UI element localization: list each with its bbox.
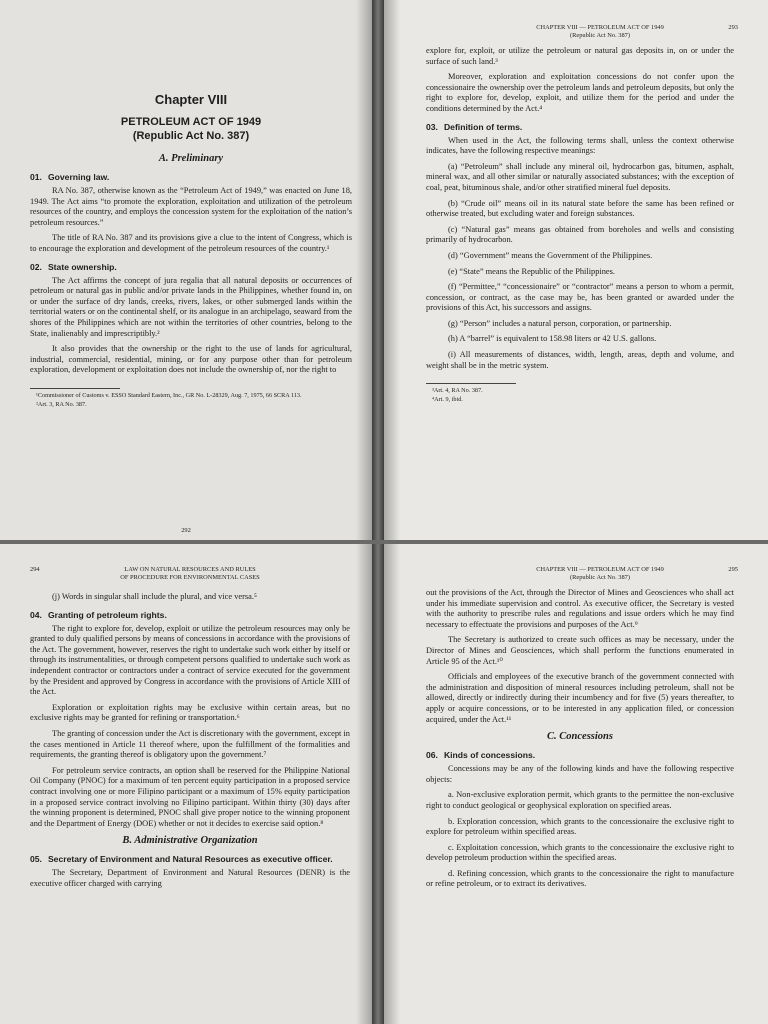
paragraph: When used in the Act, the following terms shall, unless the context otherwise indicates, have the following respective meanings: (426, 135, 734, 156)
running-head-line2: OF PROCEDURE FOR ENVIRONMENTAL CASES (120, 574, 260, 581)
definition-item: (d) “Government” means the Government of the Philippines. (448, 250, 653, 260)
paragraph: The title of RA No. 387 and its provisions give a clue to the intent of Congress, which is to encourage the exploration and development of the petroleum resources of the country.¹ (30, 233, 352, 253)
paragraph: RA No. 387, otherwise known as the “Petroleum Act of 1949,” was enacted on June 18, 1949. The Act aims “to promote the exploration, exploitation and utilization of the petroleum resources of the country, and employs the concession system for the exploitation of the nation’s petroleum resources.” (30, 186, 352, 227)
act-title-line2: (Republic Act No. 387) (132, 130, 250, 142)
act-title-line1: PETROLEUM ACT OF 1949 (120, 116, 262, 128)
definition-item: (i) All measurements of distances, width, length, areas, depth and volume, and weight shall be in the metric system. (426, 350, 734, 370)
act-title (30, 115, 352, 143)
section-03-heading (426, 122, 734, 132)
section-title: Governing law. (47, 172, 110, 182)
running-head (466, 24, 738, 40)
paragraph: out the provisions of the Act, through the Director of Mines and Geosciences who shall act under his immediate supervision and control. As executive officer, the Secretary is vested with the authority to prescribe rules and regulations and issue orders which he may find necessary to effectuate the provisions and purposes of the Act.⁹ (426, 588, 734, 629)
paragraph: The right to explore for, develop, exploit or utilize the petroleum resources may only be granted to duly qualified persons by means of concessions in accordance with the provisions of the Act. The government, however, reserves the right to undertake such work either by itself or through its instrumentalities, or through competent persons qualified to undertake such work as independent contractor or contractors under a contract of service executed for the government by the President and approved by Congress in accordance with the provisions of Article XIII of the Act. (30, 623, 350, 697)
section-number: 02. (30, 261, 42, 272)
section-title: Granting of petroleum rights. (47, 609, 167, 620)
page-293 (384, 0, 768, 540)
running-head (466, 566, 738, 582)
section-title: Kinds of concessions. (443, 750, 536, 761)
part-a-heading: A. Preliminary (158, 153, 224, 164)
section-title: Definition of terms. (443, 121, 523, 132)
running-head-line1: LAW ON NATURAL RESOURCES AND RULES (124, 566, 256, 573)
paragraph: The Secretary is authorized to create such offices as may be necessary, under the Director of Mines and Geosciences, which shall perform the functions enumerated in Article 95 of the Act.¹⁰ (426, 635, 734, 666)
concession-kind-item: c. Exploitation concession, which grants to the concessionaire the exclusive right to develop petroleum production within the specified areas. (426, 842, 734, 863)
paragraph: It also provides that the ownership or the right to the use of lands for agricultural, industrial, commercial, residential, mining, or for any purpose other than for petroleum exploration, development or exploitation does not include the ownership of, nor the right to (30, 344, 352, 375)
section-number: 06. (426, 750, 438, 761)
paragraph: For petroleum service contracts, an option shall be reserved for the Philippine National Oil Company (PNOC) for a maximum of ten percent equity participation in a proposed service contract involving one or more Filipino participant or a maximum of 15% equity participation in a proposed service contract involving no Filipino participant. Within thirty (30) days after the winning proponent is determined, PNOC shall give proper notice to the winning proponent and the Department of Energy (DOE) whether or not it decides to exercise said option.⁸ (30, 765, 350, 828)
concession-kind-item: d. Refining concession, which grants to the concessionaire the right to manufacture or refine petroleum, or to extract its derivatives. (426, 868, 734, 889)
paragraph: Officials and employees of the executive branch of the government connected with the administration and disposition of mineral resources including petroleum, shall not be allowed, directly or indirectly during their incumbency and for five (5) years thereafter, to apply or acquire concessions, or to be interested in any application filed, or concession acquired, under the Act.¹¹ (426, 672, 734, 724)
definition-item: (h) A “barrel” is equivalent to 158.98 liters or 42 U.S. gallons. (448, 334, 657, 344)
definition-item: (f) “Permittee,” “concessionaire” or “contractor” means a person to whom a permit, concession, or contract, as the case may be, has been granted or awarded under the provisions of this Act, his successors and assigns. (426, 282, 734, 313)
paragraph: The Act affirms the concept of jura regalia that all natural deposits or occurrences of petroleum or natural gas in public and/or private lands in the Philippines, whether found in, on or under the surface of dry lands, creeks, rivers, lakes, or other submerged lands within the territorial waters or on the continental shelf, or its analogue in an archipelago, seaward from the shores of the Philippines which are not within the territories of other countries, belong to the State, inalienably and imprescriptibly.² (30, 275, 352, 338)
paragraph: The granting of concession under the Act is discretionary with the government, except in the cases mentioned in Article 11 thereof where, upon the fulfillment of the formalities and requirements, the granting thereof is obligatory upon the government.⁷ (30, 728, 350, 760)
section-title: Secretary of Environment and Natural Resources as executive officer. (47, 854, 333, 865)
footnote-rule (426, 383, 516, 384)
page-292 (0, 0, 372, 540)
section-05-heading (30, 854, 350, 864)
footnote: ⁴Art. 9, ibid. (432, 395, 463, 403)
running-head-line2: (Republic Act No. 387) (570, 32, 630, 39)
part-c-heading: C. Concessions (547, 731, 613, 743)
footnote: ²Art. 3, RA No. 387. (36, 400, 87, 408)
section-06-heading (426, 750, 734, 760)
running-head-line1: CHAPTER VIII — PETROLEUM ACT OF 1949 (536, 566, 664, 573)
definition-item: (a) “Petroleum” shall include any mineral oil, hydrocarbon gas, bitumen, asphalt, mineral wax, and all other similar or naturally associated substances; with the exception of coal, peat, bituminous shale, and/or other stratified mineral fuel deposits. (426, 161, 734, 192)
paragraph: Exploration or exploitation rights may be exclusive within certain areas, but no exclusive rights may be granted for refining or transportation.⁶ (30, 702, 350, 723)
book-spine (372, 0, 384, 1024)
running-head-line1: CHAPTER VIII — PETROLEUM ACT OF 1949 (536, 24, 664, 31)
page-number: 293 (728, 24, 738, 31)
footnote: ³Art. 4, RA No. 387. (432, 387, 483, 395)
paragraph: explore for, exploit, or utilize the petroleum or natural gas deposits in, on or under the surface of such land.³ (426, 46, 734, 66)
paragraph: Concessions may be any of the following kinds and have the following respective objects: (426, 764, 734, 784)
page-294 (0, 544, 372, 1024)
paragraph: The Secretary, Department of Environment and Natural Resources (DENR) is the executive officer charged with carrying (30, 868, 350, 888)
definition-item: (j) Words in singular shall include the plural, and vice versa.⁵ (52, 592, 257, 601)
definition-item: (c) “Natural gas” means gas obtained from boreholes and wells and consisting primarily of hydrocarbon. (426, 224, 734, 245)
section-number: 05. (30, 854, 42, 865)
page-number: 295 (728, 566, 738, 573)
running-head-line2: (Republic Act No. 387) (570, 574, 630, 581)
chapter-title: Chapter VIII (154, 92, 228, 107)
concession-kind-item: a. Non-exclusive exploration permit, which grants to the permittee the non-exclusive right to conduct geological or geophysical exploration on specified areas. (426, 790, 734, 810)
page-number: 292 (181, 527, 191, 534)
definition-item: (e) “State” means the Republic of the Philippines. (448, 266, 615, 276)
page-295 (384, 544, 768, 1024)
running-head (30, 566, 350, 582)
section-number: 04. (30, 609, 42, 620)
definition-item: (g) “Person” includes a natural person, corporation, or partnership. (448, 318, 672, 328)
definition-item: (b) “Crude oil” means oil in its natural state before the same has been refined or otherwise treated, but excluding water and foreign substances. (426, 198, 734, 219)
section-02-heading (30, 262, 352, 272)
concession-kind-item: b. Exploration concession, which grants to the concessionaire the exclusive right to explore for petroleum within specified areas. (426, 816, 734, 837)
section-number: 03. (426, 121, 438, 132)
section-04-heading (30, 610, 350, 620)
footnote: ¹Commissioner of Customs v. ESSO Standard Eastern, Inc., GR No. L-28329, Aug. 7, 1975, 66 SCRA 113. (36, 391, 302, 399)
section-number: 01. (30, 172, 42, 182)
page-number: 294 (30, 566, 40, 573)
footnote-rule (30, 388, 120, 389)
section-title: State ownership. (47, 261, 117, 272)
section-01-heading (30, 172, 352, 182)
paragraph: Moreover, exploration and exploitation concessions do not confer upon the concessionaire the ownership over the petroleum lands and petroleum deposits, but only the right to explore for, develop, exploit, and utilize them for the period and under the conditions determined by the Act.⁴ (426, 72, 734, 113)
part-b-heading: B. Administrative Organization (122, 835, 258, 847)
